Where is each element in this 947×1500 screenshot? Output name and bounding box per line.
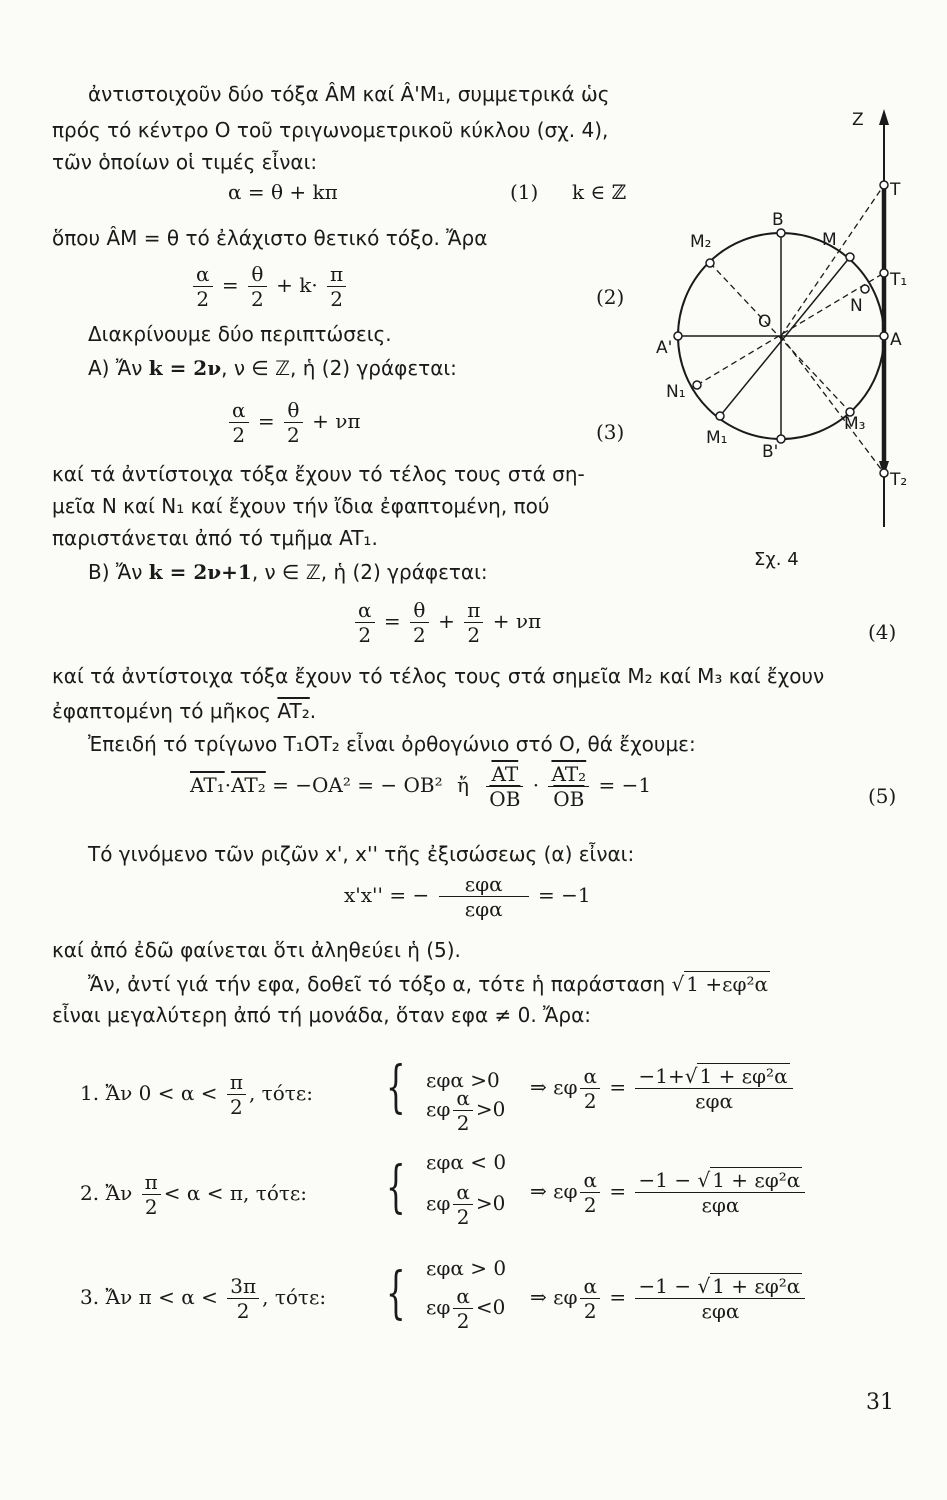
numerator: α xyxy=(580,1168,600,1193)
label-a-prime: A' xyxy=(656,338,673,358)
denominator: 2 xyxy=(144,1195,158,1219)
denominator: 2 xyxy=(236,1299,250,1323)
numerator: εφα xyxy=(439,872,529,897)
denominator: 2 xyxy=(358,623,372,647)
text: . xyxy=(309,699,317,723)
equation-number: (3) xyxy=(596,420,625,444)
text-line: παριστάνεται ἀπό τό τμῆμα AT₁. xyxy=(52,526,378,550)
label-m2: M₂ xyxy=(690,232,712,252)
term: x'x'' = − xyxy=(344,883,430,907)
numerator: π xyxy=(464,598,483,623)
text: 2. Ἄν xyxy=(80,1181,133,1205)
point-n1 xyxy=(693,381,701,389)
equation-number: (1) xyxy=(510,180,539,204)
denominator: 2 xyxy=(232,423,246,447)
numerator: θ xyxy=(248,262,267,287)
case-3-condition xyxy=(80,1274,326,1323)
label-n1: N₁ xyxy=(666,382,686,402)
case-1-line-1: εφα >0 xyxy=(426,1068,500,1092)
text: −1 − xyxy=(638,1274,698,1298)
numerator: π xyxy=(327,262,346,287)
numerator: π xyxy=(227,1070,246,1095)
denominator: 2 xyxy=(251,287,264,311)
label-m3: M₃ xyxy=(844,414,866,434)
text: ⇒ εφ xyxy=(530,1179,578,1203)
denominator: 2 xyxy=(456,1111,470,1135)
page-number: 31 xyxy=(866,1390,894,1415)
text: >0 xyxy=(475,1191,506,1215)
point-t2 xyxy=(880,469,888,477)
text: −1 − xyxy=(638,1168,698,1192)
text: ⇒ εφ xyxy=(530,1285,578,1309)
case-2-condition xyxy=(80,1170,307,1219)
equals: = xyxy=(383,609,401,633)
equation-number: (2) xyxy=(596,285,625,309)
numerator: α xyxy=(453,1284,473,1309)
point-m2 xyxy=(706,259,714,267)
denominator: 2 xyxy=(583,1193,597,1217)
point-t1 xyxy=(880,269,888,277)
text-line xyxy=(88,356,457,380)
label-a: A xyxy=(890,330,902,350)
numerator: θ xyxy=(410,598,429,623)
label-t2: T₂ xyxy=(890,470,908,490)
case-3-line-1: εφα > 0 xyxy=(426,1256,507,1280)
label-t: T xyxy=(890,180,901,200)
case-2-line-1: εφα < 0 xyxy=(426,1150,507,1174)
denominator: εφα xyxy=(701,1299,740,1323)
arrow-up-icon xyxy=(879,109,889,125)
denominator: OB xyxy=(553,787,585,811)
equation-number: (4) xyxy=(868,620,897,644)
text: A) Ἄν xyxy=(88,356,149,380)
line-o-t2 xyxy=(781,336,884,473)
text: <0 xyxy=(475,1295,506,1319)
term: + νπ xyxy=(312,409,361,433)
equals: = xyxy=(609,1075,627,1099)
sqrt-term: 1 +εφ²α xyxy=(686,972,769,996)
text: ἐφαπτομένη τό μῆκος xyxy=(52,699,278,723)
denominator: 2 xyxy=(330,287,343,311)
denominator: 2 xyxy=(456,1205,470,1229)
denominator: εφα xyxy=(464,897,503,921)
line-o-t xyxy=(781,185,884,336)
text-line: Ἄν, ἀντί γιά τήν εφα, δοθεῖ τό τόξο α, τότε ἡ παράσταση √ 1 +εφ²α xyxy=(88,972,769,996)
text-line: καί τά ἀντίστοιχα τόξα ἔχουν τό τέλος τους στά σημεῖα M₂ καί M₃ καί ἔχουν xyxy=(52,664,825,688)
text: εφ xyxy=(426,1097,451,1121)
numerator: α xyxy=(580,1274,600,1299)
case-3-result: ⇒ εφ $\frac{\alpha}{2}$ = $\frac{\text{−1 − √ 1 + εφ²α}}{\text{εφα}}$ xyxy=(530,1274,808,1323)
term: = −1 xyxy=(538,883,591,907)
text: , τότε: xyxy=(262,1285,327,1309)
denominator: εφα xyxy=(695,1089,733,1113)
label-b-prime: B' xyxy=(762,442,779,462)
text: 3. Ἄν π < α < xyxy=(80,1285,218,1309)
point-a-prime xyxy=(674,332,682,340)
equals: = xyxy=(609,1179,627,1203)
text: 1. Ἄν 0 < α < xyxy=(80,1081,218,1105)
text: AT₂ xyxy=(277,699,310,723)
label-b: B xyxy=(772,210,784,230)
denominator: 2 xyxy=(287,423,300,447)
label-m1: M₁ xyxy=(706,428,728,448)
text: εφ xyxy=(426,1191,451,1215)
case-2-result: ⇒ εφ $\frac{\alpha}{2}$ = $\frac{\text{−1 − √ 1 + εφ²α}}{\text{εφα}}$ xyxy=(530,1168,808,1217)
text-line: καί ἀπό ἐδῶ φαίνεται ὅτι ἀληθεύει ἡ (5). xyxy=(52,938,461,962)
term: AT₂ xyxy=(231,773,266,797)
text-line: τῶν ὁποίων οἱ τιμές εἶναι: xyxy=(52,150,318,174)
point-m1 xyxy=(716,412,724,420)
point-b xyxy=(777,229,785,237)
numerator: α xyxy=(580,1064,600,1089)
denominator: 2 xyxy=(583,1299,597,1323)
term: = −1 xyxy=(598,773,652,797)
denominator: 2 xyxy=(413,623,426,647)
equation-number: (5) xyxy=(868,784,897,808)
plus: + xyxy=(438,609,455,633)
equation-5 xyxy=(190,762,651,811)
numerator: α xyxy=(355,598,375,623)
text-line xyxy=(88,560,488,584)
numerator: α xyxy=(453,1180,473,1205)
denominator: 2 xyxy=(196,287,210,311)
text: , ν ∈ ℤ, ἡ (2) γράφεται: xyxy=(221,356,457,380)
numerator: $\overline{AT}$ xyxy=(486,762,523,787)
equation-1: α = θ + kπ xyxy=(228,180,338,204)
text: , ν ∈ ℤ, ἡ (2) γράφεται: xyxy=(251,560,488,584)
numerator: π xyxy=(142,1170,161,1195)
term: + k· xyxy=(276,273,318,297)
denominator: 2 xyxy=(467,623,481,647)
denominator: εφα xyxy=(701,1193,740,1217)
numerator: θ xyxy=(284,398,303,423)
brace: { xyxy=(386,1261,406,1326)
dot: · xyxy=(224,773,232,797)
brace: { xyxy=(386,1055,406,1120)
equals: = xyxy=(609,1285,627,1309)
case-1-condition xyxy=(80,1070,313,1119)
text-bold: k = 2ν xyxy=(148,356,222,380)
point-m xyxy=(846,253,854,261)
text-line: ἀντιστοιχοῦν δύο τόξα ÂM καί Â'M₁, συμμετρικά ὡς xyxy=(88,82,610,106)
numerator: α xyxy=(229,398,249,423)
equals: = xyxy=(221,273,239,297)
equation-2 xyxy=(190,262,349,311)
text: εφ xyxy=(426,1295,451,1319)
figure-caption: Σχ. 4 xyxy=(754,549,799,570)
sqrt-term: 1 + εφ²α xyxy=(712,1168,801,1192)
equation-product xyxy=(344,872,591,921)
point-a xyxy=(880,332,888,340)
line-m2-m3 xyxy=(710,263,850,412)
text: ⇒ εφ xyxy=(530,1075,578,1099)
denominator: OB xyxy=(489,787,521,811)
equation-4 xyxy=(352,598,541,647)
text-line xyxy=(52,699,316,723)
denominator: 2 xyxy=(230,1095,243,1119)
case-1-line-2 xyxy=(426,1086,505,1135)
label-o: O xyxy=(758,312,772,332)
equation-condition: k ∈ ℤ xyxy=(572,180,627,204)
text-line: εἶναι μεγαλύτερη ἀπό τή μονάδα, ὅταν εφα ≠ 0. Ἄρα: xyxy=(52,1003,592,1027)
brace: { xyxy=(386,1155,406,1220)
text-line: Τό γινόμενο τῶν ριζῶν x', x'' τῆς ἐξισώσεως (α) εἶναι: xyxy=(88,842,635,866)
text-line: καί τά ἀντίστοιχα τόξα ἔχουν τό τέλος τους στά ση- xyxy=(52,462,585,486)
text-line: πρός τό κέντρο O τοῦ τριγωνομετρικοῦ κύκλου (σχ. 4), xyxy=(52,118,609,142)
equals: = xyxy=(257,409,275,433)
dot: · xyxy=(532,773,540,797)
point-t xyxy=(880,181,888,189)
term: AT₁ xyxy=(190,773,225,797)
text-line: ὅπου ÂM = θ τό ἐλάχιστο θετικό τόξο. Ἄρα xyxy=(52,226,488,250)
numerator: AT₂ xyxy=(548,762,589,787)
term: = −OA² = − OB² xyxy=(272,773,443,797)
text: B) Ἄν xyxy=(88,560,149,584)
numerator: α xyxy=(453,1086,473,1111)
sqrt-term: 1 + εφ²α xyxy=(712,1274,801,1298)
label-n: N xyxy=(850,296,863,316)
label-m: M xyxy=(822,230,837,250)
text: , τότε: xyxy=(248,1081,313,1105)
equation-3 xyxy=(226,398,361,447)
numerator: 3π xyxy=(227,1274,259,1299)
case-2-line-2 xyxy=(426,1180,505,1229)
text-line: Ἐπειδή τό τρίγωνο T₁OT₂ εἶναι ὀρθογώνιο στό O, θά ἔχουμε: xyxy=(88,732,696,756)
or: ἤ xyxy=(456,773,469,797)
numerator: α xyxy=(193,262,213,287)
text-bold: k = 2ν+1 xyxy=(148,560,252,584)
text: Ἄν, ἀντί γιά τήν εφα, δοθεῖ τό τόξο α, τότε ἡ παράσταση xyxy=(88,972,666,996)
text-line: μεῖα N καί N₁ καί ἔχουν τήν ἴδια ἐφαπτομένη, πού xyxy=(52,494,550,518)
text: −1+ xyxy=(638,1064,685,1088)
case-1-result: ⇒ εφ $\frac{\alpha}{2}$ = $\frac{\text{−1+√ 1 + εφ²α}}{\text{εφα}}$ xyxy=(530,1064,796,1113)
text-line: Διακρίνουμε δύο περιπτώσεις. xyxy=(88,322,392,346)
label-z: Z xyxy=(852,110,864,130)
text: < α < π, τότε: xyxy=(163,1181,308,1205)
label-t1: T₁ xyxy=(890,270,908,290)
term: + νπ xyxy=(492,609,542,633)
denominator: 2 xyxy=(583,1089,597,1113)
denominator: 2 xyxy=(456,1309,470,1333)
text: >0 xyxy=(475,1097,506,1121)
trig-circle-figure xyxy=(650,95,930,575)
sqrt-term: 1 + εφ²α xyxy=(699,1064,788,1088)
case-3-line-2 xyxy=(426,1284,505,1333)
point-n xyxy=(861,285,869,293)
